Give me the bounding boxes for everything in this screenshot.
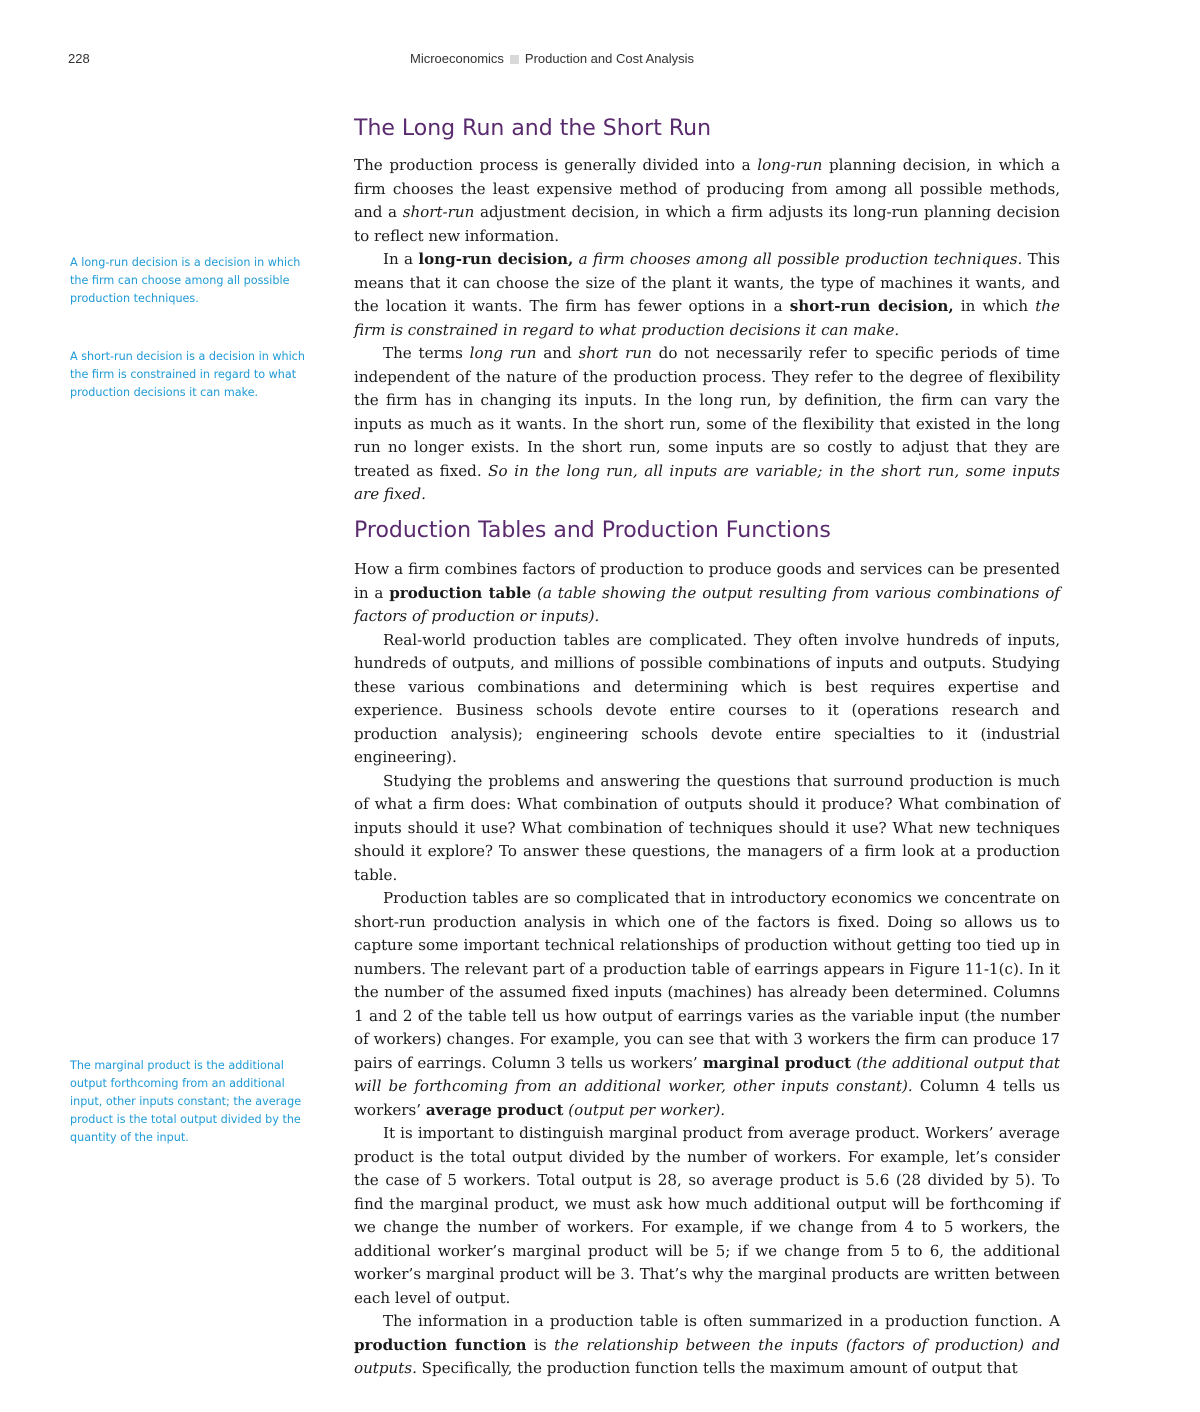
paragraph: Studying the problems and answering the questions that surround production is much of what a firm does: What combination of outputs should it produce? What combination of inputs should it use? What combination of techniques should it use? What new techniques should it explore? To answer these questions, the managers of a firm look at a production table.: [354, 771, 1060, 884]
key-term-long-run-decision: long-run decision,: [418, 250, 574, 268]
key-term-production-function: production function: [354, 1335, 527, 1354]
paragraph: In a long-run decision, a firm chooses among all possible production techniques. This means that it can choose the size of the plant it wants, the type of machines it wants, and the location it wants. The firm has fewer options in a short-run decision, in which the firm is constrained in regard to what production decisions it can make.: [354, 250, 1061, 339]
margin-note-marginal-average-product: The marginal product is the additional output forthcoming from an additional input, other inputs constant; the average product is the total output divided by the quantity of the input.: [70, 1059, 302, 1144]
chapter-title: Production and Cost Analysis: [524, 51, 695, 66]
section-body-long-run-short-run: [354, 154, 1060, 507]
running-title: [410, 51, 694, 66]
section-heading-long-run-short-run: The Long Run and the Short Run: [354, 116, 712, 141]
running-head: [0, 51, 1200, 71]
key-term-average-product: average product: [425, 1100, 564, 1119]
paragraph: How a firm combines factors of production to produce goods and services can be presented in a production table (a table showing the output resulting from various combinations of factors of production or inputs).: [354, 560, 1060, 625]
key-term-production-table: production table: [389, 583, 532, 602]
margin-note-short-run-decision: A short-run decision is a decision in which the firm is constrained in regard to what production decisions it can make.: [70, 350, 305, 399]
key-term-marginal-product: marginal product: [702, 1053, 852, 1072]
paragraph: The terms long run and short run do not necessarily refer to specific periods of time independent of the nature of the production process. They refer to the degree of flexibility the firm has in changing its inputs. In the long run, by definition, the firm can vary the inputs as much as it wants. In the short run, some of the flexibility that existed in the long run no longer exists. In the short run, some inputs are so costly to adjust that they are treated as fixed. So in the long run, all inputs are variable; in the short run, some inputs are fixed.: [354, 344, 1060, 503]
paragraph: It is important to distinguish marginal product from average product. Workers’ average product is the total output divided by the number of workers. For example, let’s consider the case of 5 workers. Total output is 28, so average product is 5.6 (28 divided by 5). To find the marginal product, we must ask how much additional output will be forthcoming if we change the number of workers. For example, if we change from 4 to 5 workers, the additional worker’s marginal product will be 5; if we change from 5 to 6, the additional worker’s marginal product will be 3. That’s why the marginal products are written between each level of output.: [354, 1124, 1060, 1307]
section-heading-production-tables: Production Tables and Production Functions: [354, 518, 831, 543]
section-body-production-tables: [354, 558, 1060, 1381]
paragraph: The information in a production table is often summarized in a production function. A production function is the relationship between the inputs (factors of production) and outputs. Specifically, the production function tells the maximum amount of output that: [354, 1312, 1060, 1377]
paragraph: Production tables are so complicated that in introductory economics we concentrate on short-run production analysis in which one of the factors is fixed. Doing so allows us to capture some important technical relationships of production without getting too tied up in numbers. The relevant part of a production table of earrings appears in Figure 11-1(c). In it the number of the assumed fixed inputs (machines) has already been determined. Columns 1 and 2 of the table tell us how output of earrings varies as the variable input (the number of workers) changes. For example, you can see that with 3 workers the firm can produce 17 pairs of earrings. Column 3 tells us workers’ marginal product (the additional output that will be forthcoming from an additional worker, other inputs constant). Column 4 tells us workers’ average product (output per worker).: [354, 889, 1060, 1119]
paragraph: The production process is generally divided into a long-run planning decision, in which a firm chooses the least expensive method of producing from among all possible methods, and a short-run adjustment decision, in which a firm adjusts its long-run planning decision to reflect new information.: [354, 156, 1061, 245]
paragraph: Real-world production tables are complicated. They often involve hundreds of inputs, hundreds of outputs, and millions of possible combinations of inputs and outputs. Studying these various combinations and determining which is best requires expertise and experience. Business schools devote entire courses to it (operations research and production analysis); engineering schools devote entire specialties to it (industrial engineering).: [354, 630, 1060, 766]
margin-note-long-run-decision: A long-run decision is a decision in which the firm can choose among all possible production techniques.: [70, 256, 301, 305]
page-number: 228: [68, 51, 90, 66]
separator-square-icon: [510, 55, 519, 64]
book-title: Microeconomics: [410, 51, 504, 66]
key-term-short-run-decision: short-run decision,: [789, 297, 954, 315]
